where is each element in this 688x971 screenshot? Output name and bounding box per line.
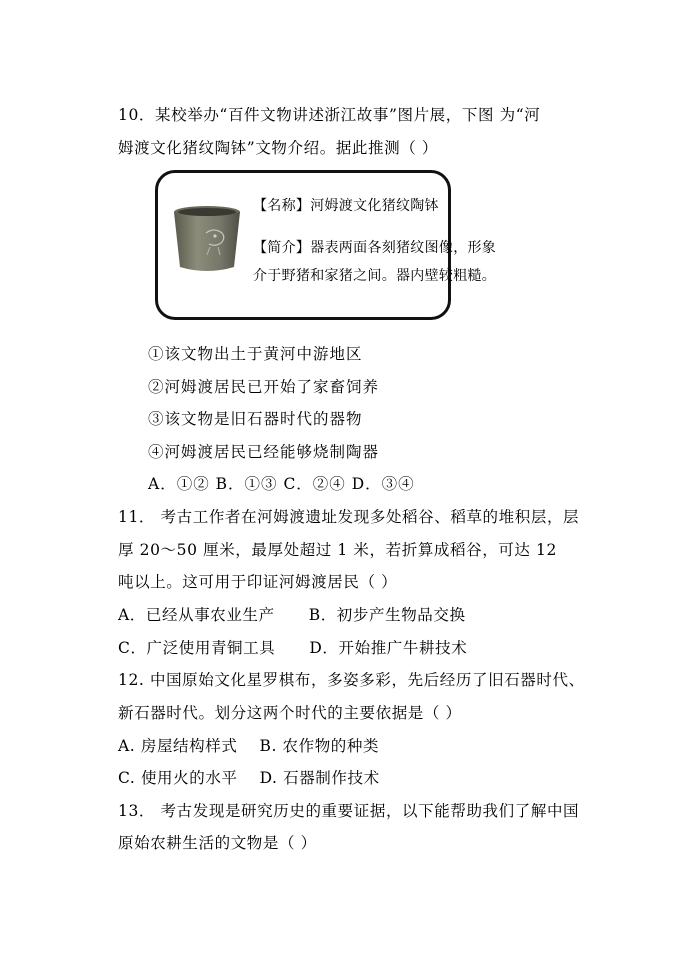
q12-stem-line1: 12. 中国原始文化星罗棋布，多姿多彩，先后经历了旧石器时代、 — [118, 671, 585, 689]
q10-statement-1: ①该文物出土于黄河中游地区 — [148, 345, 363, 363]
artifact-name: 【名称】河姆渡文化猪纹陶钵 — [253, 198, 439, 214]
q11-option-a: A．已经从事农业生产 — [118, 606, 275, 624]
artifact-intro-line2: 介于野猪和家猪之间。器内壁较粗糙。 — [253, 268, 497, 284]
q11-option-d: D．开始推广牛耕技术 — [309, 639, 468, 657]
q11-stem-line3: 吨以上。这可用于印证河姆渡居民（ ） — [118, 573, 398, 591]
q13-stem-line1: 13． 考古发现是研究历史的重要证据，以下能帮助我们了解中国 — [118, 802, 580, 820]
q12-options-row1 — [118, 734, 379, 756]
q12-options-row2 — [118, 766, 380, 788]
q11-stem-line2: 厚 20～50 厘米，最厚处超过 1 米，若折算成稻谷，可达 12 — [118, 541, 557, 559]
q12-option-a: A. 房屋结构样式 — [118, 737, 238, 755]
q10-answer-options: A．①② B．①③ C．②④ D．③④ — [148, 475, 415, 493]
q13-stem-line2: 原始农耕生活的文物是（ ） — [118, 834, 317, 852]
q11-option-c: C．广泛使用青铜工具 — [118, 639, 276, 657]
q10-statement-2: ②河姆渡居民已开始了家畜饲养 — [148, 378, 380, 396]
q11-stem-line1: 11． 考古工作者在河姆渡遗址发现多处稻谷、稻草的堆积层，层 — [118, 508, 580, 526]
q10-statement-4: ④河姆渡居民已经能够烧制陶器 — [148, 443, 380, 461]
pottery-bowl-image — [170, 203, 244, 275]
q11-option-b: B．初步产生物品交换 — [308, 606, 466, 624]
q12-option-b: B. 农作物的种类 — [259, 737, 380, 755]
q10-stem-line1: 10．某校举办“百件文物讲述浙江故事”图片展，下图 为“河 — [118, 106, 541, 124]
q12-option-d: D. 石器制作技术 — [259, 769, 380, 787]
q12-option-c: C. 使用火的水平 — [118, 769, 238, 787]
artifact-card — [155, 170, 497, 320]
artifact-intro-line1: 【简介】器表两面各刻猪纹图像，形象 — [253, 240, 497, 256]
q10-statement-3: ③该文物是旧石器时代的器物 — [148, 410, 363, 428]
q11-options-row2 — [118, 636, 467, 658]
q12-stem-line2: 新石器时代。划分这两个时代的主要依据是（ ） — [118, 704, 462, 722]
q10-stem-line2: 姆渡文化猪纹陶钵”文物介绍。据此推测（ ） — [118, 139, 438, 157]
q11-options-row1 — [118, 603, 466, 625]
